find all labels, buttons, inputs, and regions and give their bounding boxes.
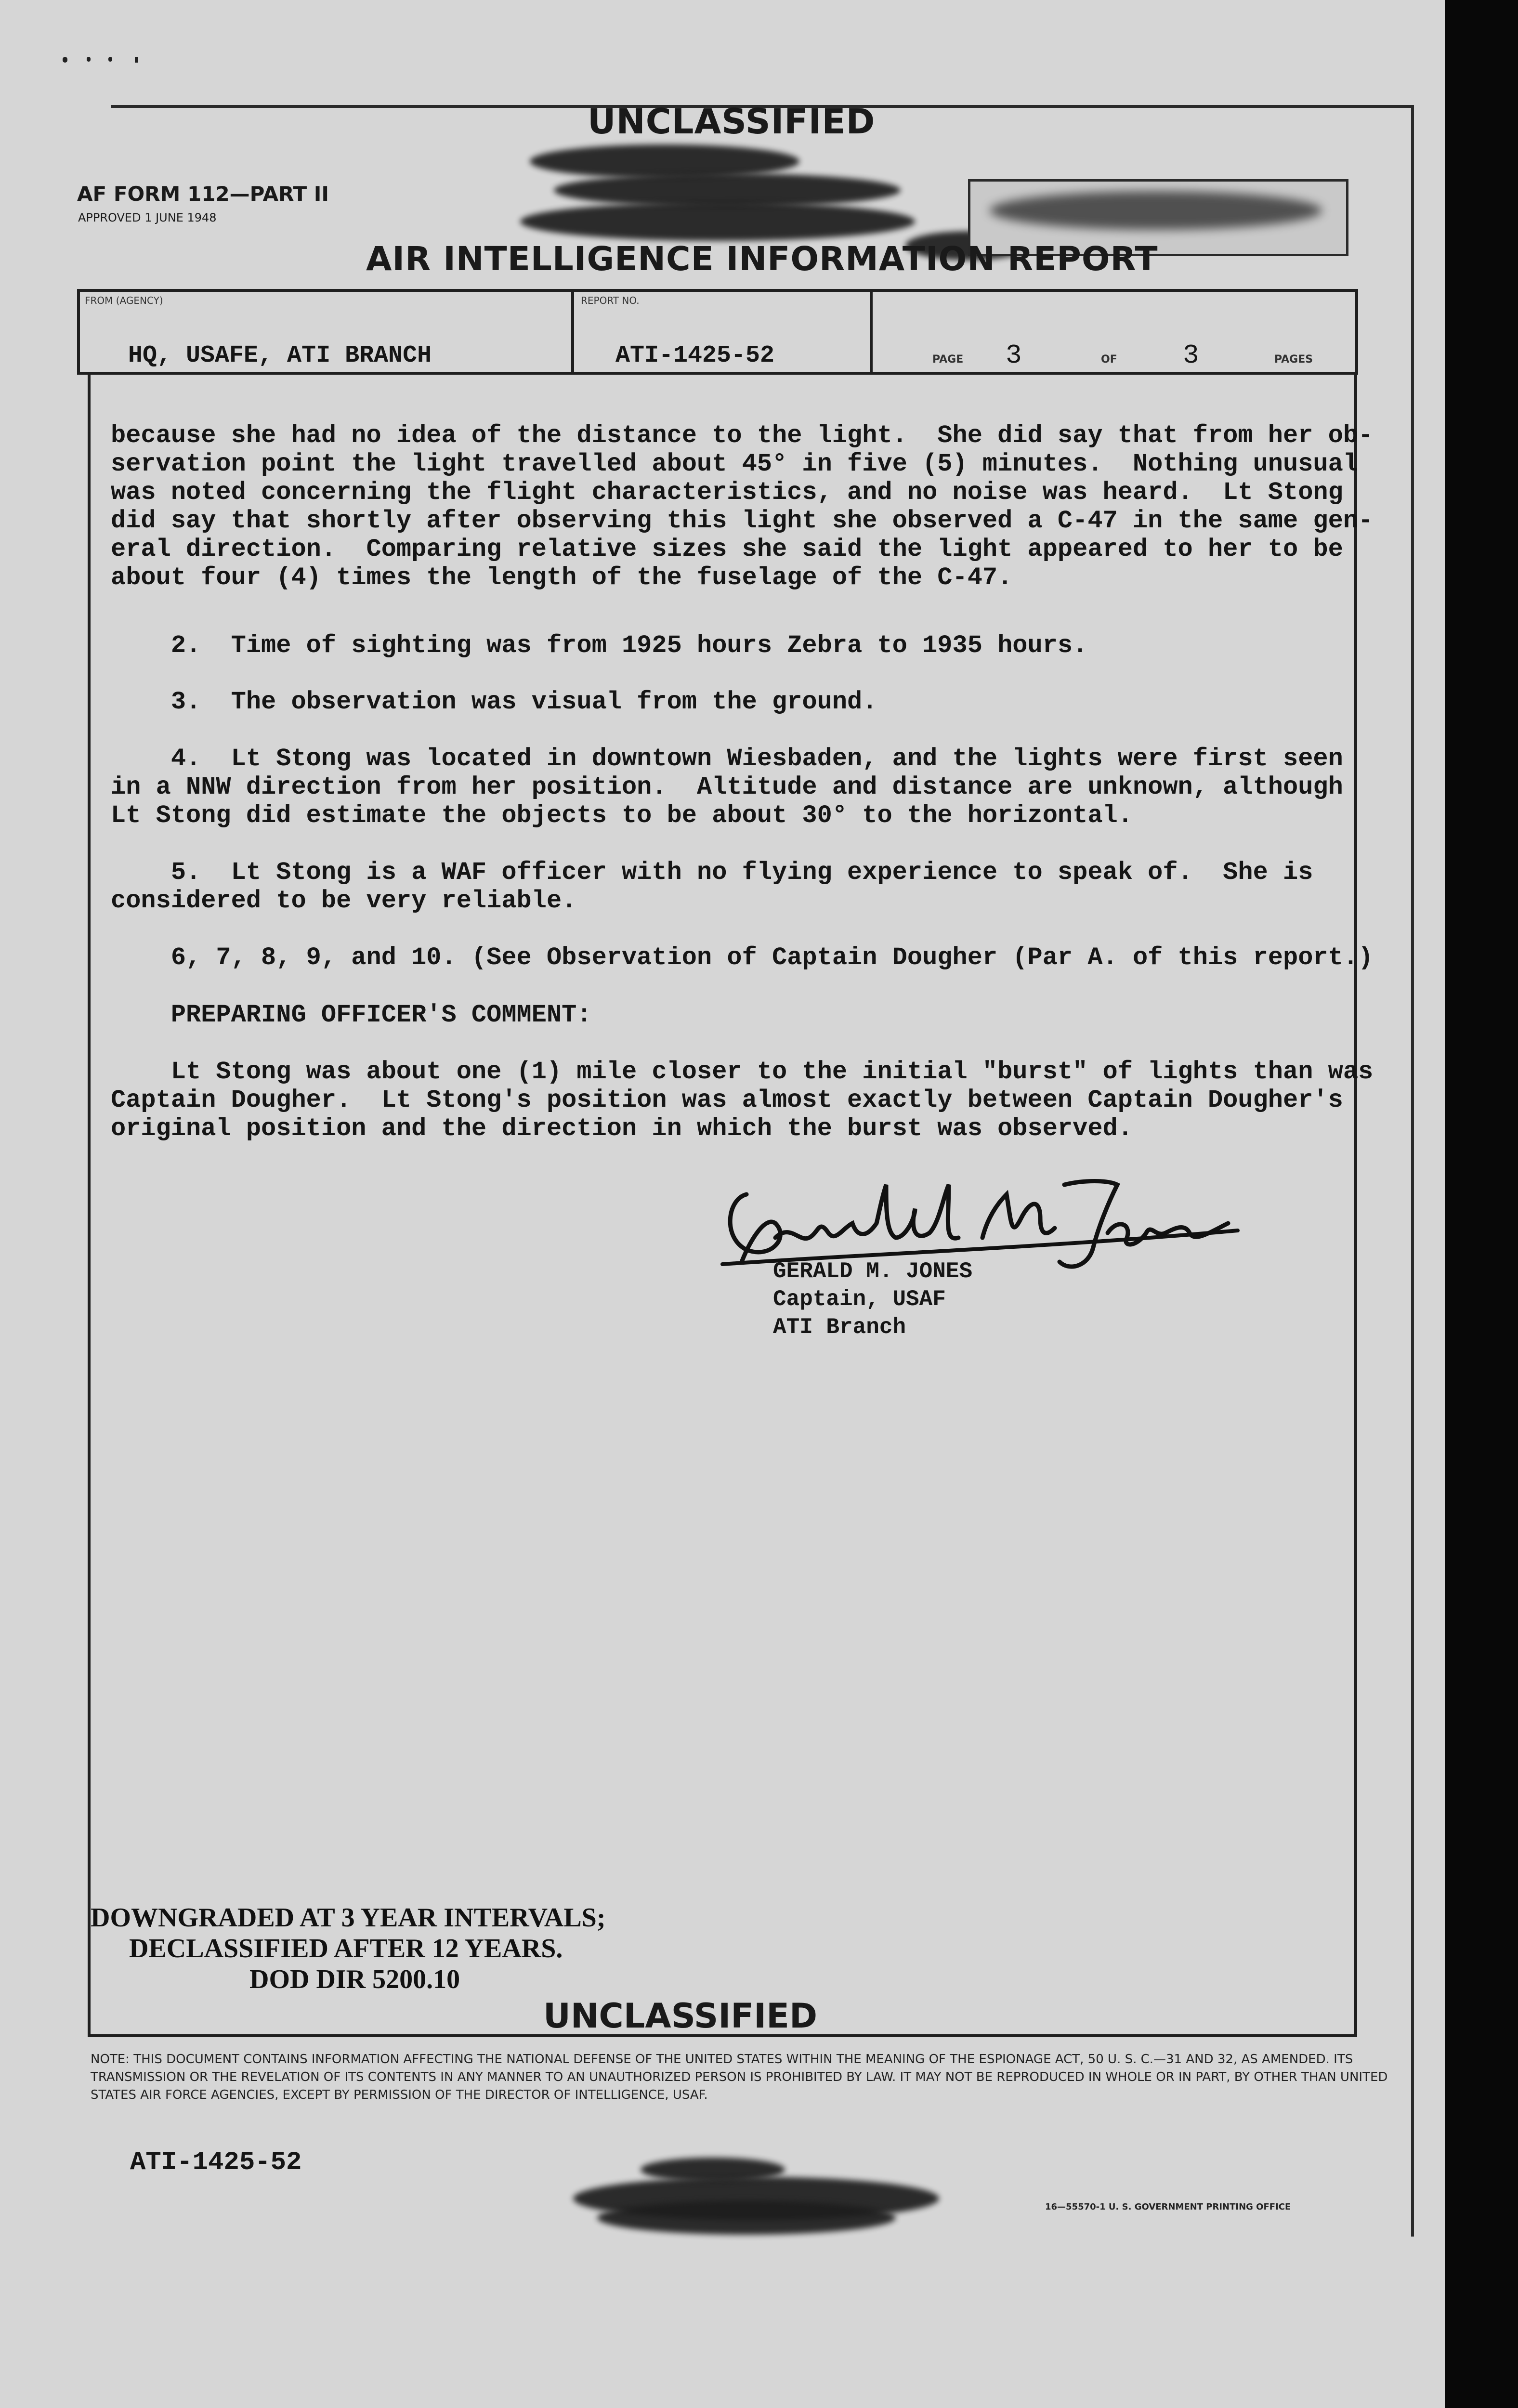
body-line: Lt Stong did estimate the objects to be about 30° to the horizontal. (111, 801, 1133, 830)
signer-rank: Captain, USAF (773, 1287, 946, 1312)
downgrade-line: DOD DIR 5200.10 (249, 1964, 460, 1994)
comment-body (111, 1058, 1373, 1143)
punch-marks (63, 57, 140, 64)
body-line: 6, 7, 8, 9, and 10. (See Observation of Captain Dougher (Par A. of this report.) (111, 943, 1374, 972)
paragraph-3 (111, 688, 877, 716)
body-line: was noted concerning the flight characteristics, and no noise was heard. Lt Stong (111, 478, 1343, 507)
downgrade-line: DECLASSIFIED AFTER 12 YEARS. (129, 1934, 563, 1963)
downgrade-stamp (91, 1902, 605, 1995)
body-line: PREPARING OFFICER'S COMMENT: (111, 1001, 592, 1029)
paragraph-4 (111, 745, 1343, 830)
redaction-mark (530, 144, 799, 178)
paragraph-intro (111, 421, 1373, 592)
body-line: because she had no idea of the distance to the light. She did say that from her ob- (111, 421, 1374, 450)
redaction-mark (520, 202, 915, 241)
legal-note: NOTE: THIS DOCUMENT CONTAINS INFORMATION AFFECTING THE NATIONAL DEFENSE OF THE UNITED STATES WITHIN THE MEANING OF THE ESPIONAGE ACT, 50 U. S. C.—31 AND 32, AS AMENDED. ITS TRANSMISSION OR THE REVELATION OF ITS CONTENTS IN ANY MANNER TO AN UNAUTHORIZED PERSON IS PROHIBITED BY LAW. IT MAY NOT BE REPRODUCED IN WHOLE OR IN PART, BY OTHER THAN UNITED STATES AIR FORCE AGENCIES, EXCEPT BY PERMISSION OF THE DIRECTOR OF INTELLIGENCE, USAF. (91, 2052, 1388, 2102)
body-line: in a NNW direction from her position. Altitude and distance are unknown, although (111, 773, 1343, 801)
signer-name: GERALD M. JONES (773, 1259, 973, 1284)
paragraph-5 (111, 858, 1313, 915)
body-line: about four (4) times the length of the fuselage of the C-47. (111, 563, 1013, 592)
body-line: 3. The observation was visual from the ground. (111, 688, 877, 716)
form-approved: APPROVED 1 JUNE 1948 (78, 211, 217, 224)
report-no-value: ATI-1425-52 (615, 342, 775, 369)
of-label: OF (1101, 353, 1117, 366)
print-office: 16—55570-1 U. S. GOVERNMENT PRINTING OFFICE (1045, 2202, 1291, 2212)
body-line: Lt Stong was about one (1) mile closer to the initial "burst" of lights than was (111, 1058, 1374, 1086)
redaction-mark (641, 2158, 785, 2182)
report-no-label: REPORT NO. (581, 295, 640, 306)
from-value: HQ, USAFE, ATI BRANCH (128, 342, 432, 369)
body-line: servation point the light travelled about 45° in five (5) minutes. Nothing unusual (111, 450, 1359, 478)
classification-bottom: UNCLASSIFIED (543, 1996, 818, 2036)
paragraph-6-10 (111, 943, 1373, 972)
of-value: 3 (1183, 340, 1199, 371)
body-line: considered to be very reliable. (111, 887, 577, 915)
form-id: AF FORM 112—PART II (77, 182, 329, 206)
body-line: 2. Time of sighting was from 1925 hours Zebra to 1935 hours. (111, 631, 1088, 660)
header-field-grid (77, 289, 1358, 375)
report-title: AIR INTELLIGENCE INFORMATION REPORT (366, 240, 1158, 278)
classification-top: UNCLASSIFIED (588, 101, 876, 142)
document-stamp-id: ATI-1425-52 (130, 2148, 302, 2177)
signature-text (737, 1204, 972, 1238)
redaction-mark (597, 2201, 896, 2235)
page-label: PAGE (932, 353, 964, 366)
comment-heading (111, 1001, 592, 1029)
paragraph-2 (111, 631, 1087, 660)
body-line: eral direction. Comparing relative sizes she said the light appeared to her to be (111, 535, 1343, 563)
body-line: original position and the direction in which the burst was observed. (111, 1114, 1133, 1143)
pages-label: PAGES (1274, 353, 1313, 366)
body-line: Captain Dougher. Lt Stong's position was almost exactly between Captain Dougher's (111, 1086, 1343, 1114)
body-line: 4. Lt Stong was located in downtown Wiesbaden, and the lights were first seen (111, 745, 1343, 773)
from-label: FROM (AGENCY) (85, 295, 163, 306)
downgrade-line: DOWNGRADED AT 3 YEAR INTERVALS; (91, 1903, 606, 1933)
signer-unit: ATI Branch (773, 1315, 906, 1340)
body-line: did say that shortly after observing this light she observed a C-47 in the same gen- (111, 507, 1374, 535)
body-line: 5. Lt Stong is a WAF officer with no flying experience to speak of. She is (111, 858, 1313, 887)
page-value: 3 (1006, 340, 1022, 371)
scan-edge (1445, 0, 1518, 2408)
